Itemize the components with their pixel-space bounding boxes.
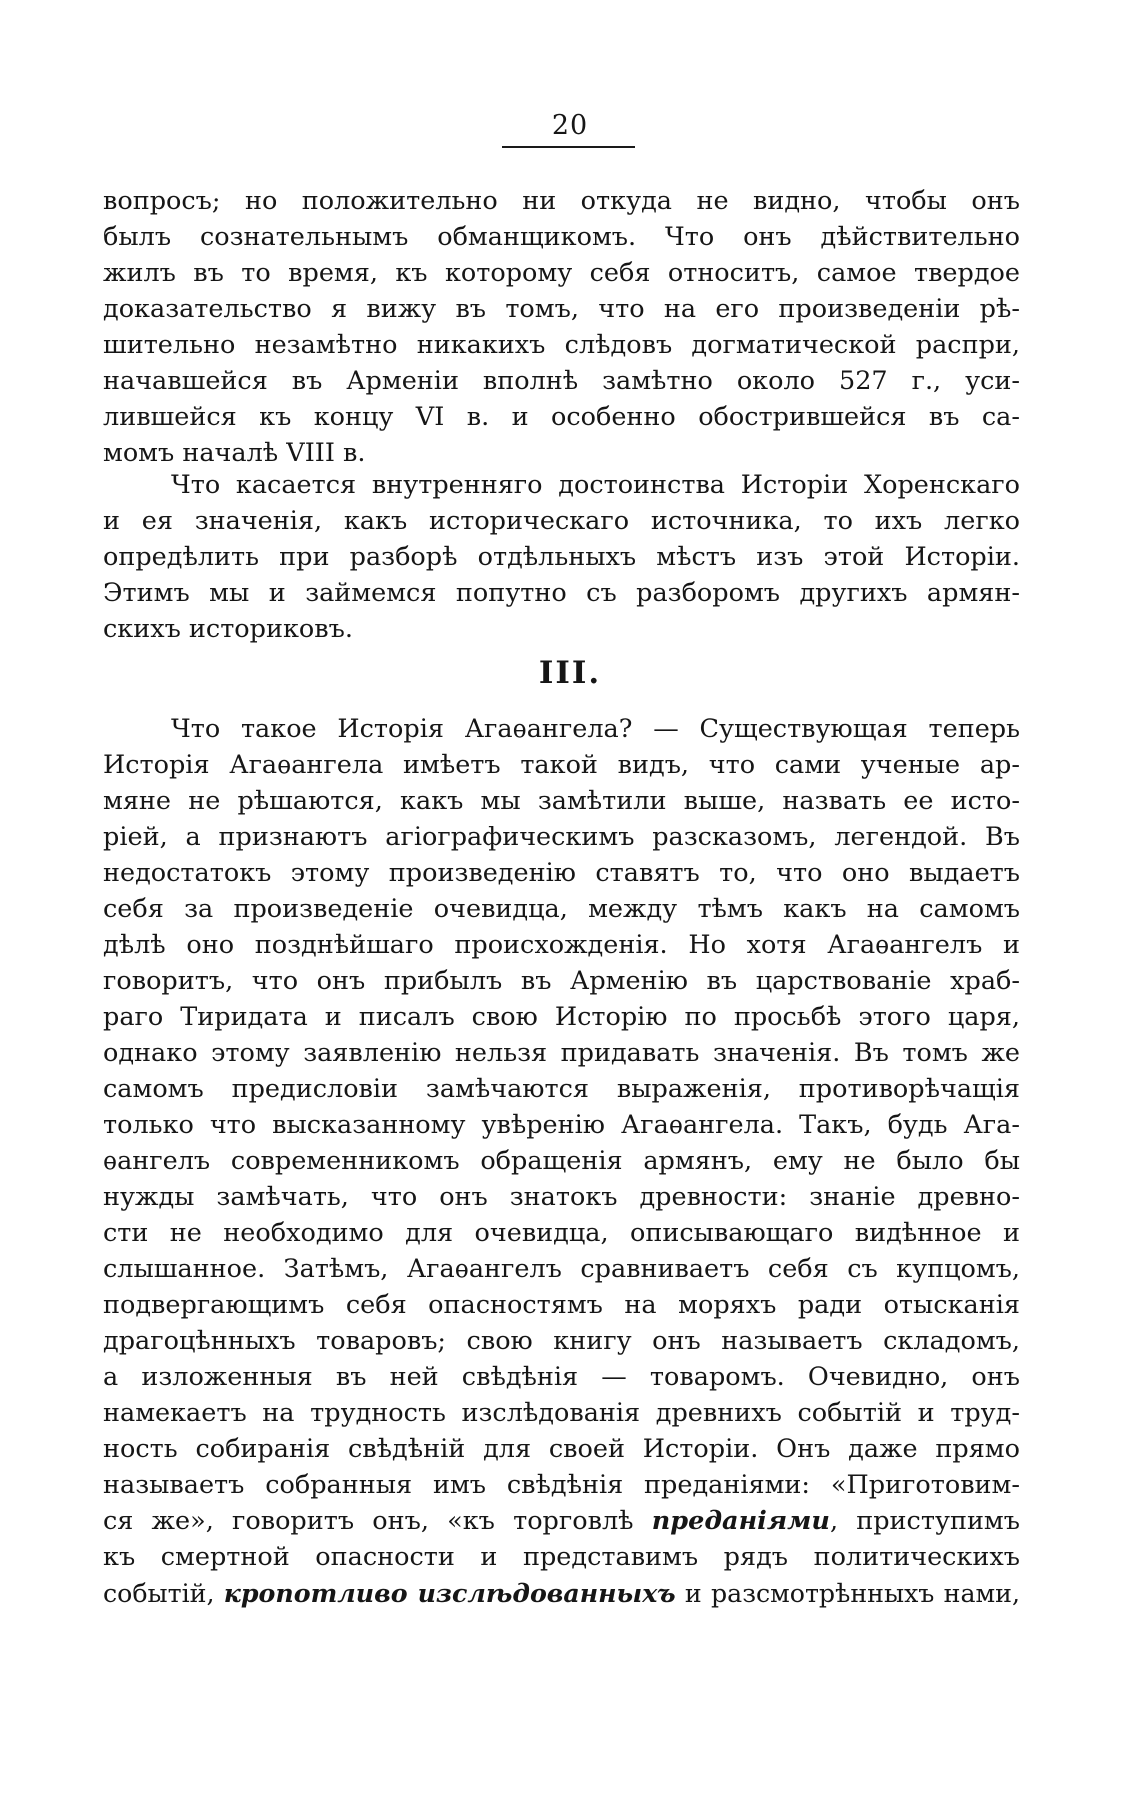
paragraph-1 xyxy=(103,183,1020,471)
text-line: самомъ предисловіи замѣчаются выраженія, противорѣчащія xyxy=(103,1074,1020,1104)
text-line: начавшейся въ Арменіи вполнѣ замѣтно около 527 г., уси- xyxy=(103,366,1020,396)
text-line: только что высказанному увѣренію Агаѳангела. Такъ, будь Ага- xyxy=(103,1110,1020,1140)
text-line: скихъ историковъ. xyxy=(103,614,353,644)
text-line: Исторія Агаѳангела имѣетъ такой видъ, что сами ученые ар- xyxy=(103,750,1020,780)
text-line: былъ сознательнымъ обманщикомъ. Что онъ дѣйствительно xyxy=(103,222,1020,252)
text-line: однако этому заявленію нельзя придавать значенія. Въ томъ же xyxy=(103,1038,1020,1068)
text-line: опредѣлить при разборѣ отдѣльныхъ мѣстъ изъ этой Исторіи. xyxy=(103,542,1020,572)
text-line: ріей, а признаютъ агіографическимъ разсказомъ, легендой. Въ xyxy=(103,822,1020,852)
text-run: , приступимъ xyxy=(829,1506,1020,1536)
text-line: Этимъ мы и займемся попутно съ разборомъ другихъ армян- xyxy=(103,578,1020,608)
text-line: Что касается внутренняго достоинства Исторіи Хоренскаго xyxy=(171,470,1020,500)
text-line: недостатокъ этому произведенію ставятъ то, что оно выдаетъ xyxy=(103,858,1020,888)
text-line: слышанное. Затѣмъ, Агаѳангелъ сравниваетъ себя съ купцомъ, xyxy=(103,1254,1020,1284)
text-line: мяне не рѣшаются, какъ мы замѣтили выше, назвать ее исто- xyxy=(103,786,1020,816)
text-line: намекаетъ на трудность изслѣдованія древнихъ событій и труд- xyxy=(103,1398,1020,1428)
text-line: жилъ въ то время, къ которому себя относитъ, самое твердое xyxy=(103,258,1020,288)
text-line: лившейся къ концу VI в. и особенно обострившейся въ са- xyxy=(103,402,1020,432)
text-line: Что такое Исторія Агаѳангела? — Существующая теперь xyxy=(171,714,1020,744)
text-line: раго Тиридата и писалъ свою Исторію по просьбѣ этого царя, xyxy=(103,1002,1020,1032)
paragraph-2 xyxy=(103,467,1020,647)
text-run: и разсмотрѣнныхъ нами, xyxy=(675,1579,1020,1608)
emphasized-text: преданіями xyxy=(651,1506,830,1536)
text-line: момъ началѣ VIII в. xyxy=(103,438,366,468)
text-line: вопросъ; но положительно ни откуда не видно, чтобы онъ xyxy=(103,186,1020,216)
text-line: а изложенныя въ ней свѣдѣнія — товаромъ. Очевидно, онъ xyxy=(103,1362,1020,1392)
text-line: шительно незамѣтно никакихъ слѣдовъ догматической распри, xyxy=(103,330,1020,360)
emphasized-text: кропотливо изслѣдованныхъ xyxy=(223,1578,676,1608)
text-line: дѣлѣ оно позднѣйшаго происхожденія. Но хотя Агаѳангелъ и xyxy=(103,930,1020,960)
text-line: и ея значенія, какъ историческаго источника, то ихъ легко xyxy=(103,506,1020,536)
text-line: ѳангелъ современникомъ обращенія армянъ, ему не было бы xyxy=(103,1146,1020,1176)
text-run: событій, xyxy=(103,1579,224,1608)
text-line: называетъ собранныя имъ свѣдѣнія преданіями: «Приготовим- xyxy=(103,1470,1020,1500)
page-number: 20 xyxy=(551,110,589,141)
text-line: доказательство я вижу въ томъ, что на его произведеніи рѣ- xyxy=(103,294,1020,324)
text-line-with-emphasis xyxy=(103,1575,1020,1611)
text-line: сти не необходимо для очевидца, описывающаго видѣнное и xyxy=(103,1218,1020,1248)
text-line: ность собиранія свѣдѣній для своей Исторіи. Онъ даже прямо xyxy=(103,1434,1020,1464)
text-line: нужды замѣчать, что онъ знатокъ древности: знаніе древно- xyxy=(103,1182,1020,1212)
text-line: себя за произведеніе очевидца, между тѣмъ какъ на самомъ xyxy=(103,894,1020,924)
text-line: къ смертной опасности и представимъ рядъ политическихъ xyxy=(103,1542,1020,1572)
text-run: ся же», говоритъ онъ, «къ торговлѣ xyxy=(103,1506,652,1536)
paragraph-3 xyxy=(103,711,1020,1611)
text-line: драгоцѣнныхъ товаровъ; свою книгу онъ называетъ складомъ, xyxy=(103,1326,1020,1356)
text-line-with-emphasis xyxy=(103,1503,1020,1539)
text-line: говоритъ, что онъ прибылъ въ Арменію въ царствованіе храб- xyxy=(103,966,1020,996)
text-line: подвергающимъ себя опасностямъ на моряхъ ради отысканія xyxy=(103,1290,1020,1320)
page-number-rule xyxy=(502,146,635,148)
section-heading: III. xyxy=(538,655,602,691)
